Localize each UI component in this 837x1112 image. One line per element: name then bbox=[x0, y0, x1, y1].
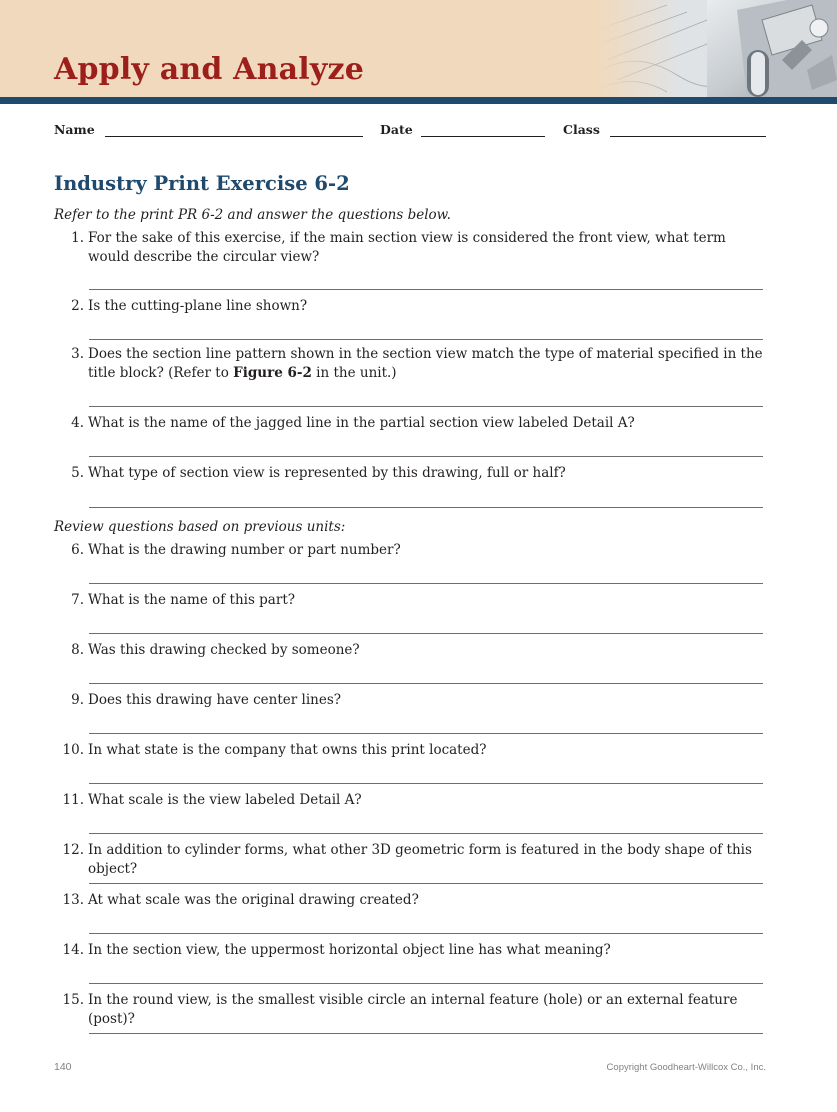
question-2 bbox=[54, 297, 766, 316]
question-number: 11. bbox=[62, 792, 84, 808]
question-number: 9. bbox=[71, 692, 84, 708]
question-1 bbox=[54, 229, 766, 267]
question-text-start: Does the section line pattern shown in the section view match the type of material specified in the title block? (Refer to bbox=[88, 346, 763, 381]
answer-line-12[interactable] bbox=[89, 883, 763, 884]
answer-line-5[interactable] bbox=[89, 507, 763, 508]
answer-line-6[interactable] bbox=[89, 583, 763, 584]
answer-line-13[interactable] bbox=[89, 933, 763, 934]
question-text-end: in the unit.) bbox=[311, 365, 397, 381]
question-text: For the sake of this exercise, if the main section view is considered the front view, what term would describe the circular view? bbox=[88, 230, 726, 265]
class-label: Class bbox=[563, 122, 600, 137]
machined-part-photo bbox=[597, 0, 837, 97]
exercise-title: Industry Print Exercise 6-2 bbox=[54, 172, 350, 195]
answer-line-10[interactable] bbox=[89, 783, 763, 784]
question-number: 5. bbox=[71, 465, 84, 481]
question-text: In what state is the company that owns this print located? bbox=[88, 742, 487, 758]
question-text: What type of section view is represented by this drawing, full or half? bbox=[88, 465, 566, 481]
question-text bbox=[88, 345, 766, 383]
question-text: What is the drawing number or part number? bbox=[88, 542, 401, 558]
answer-line-8[interactable] bbox=[89, 683, 763, 684]
question-number: 3. bbox=[71, 346, 84, 362]
question-number: 1. bbox=[71, 230, 84, 246]
answer-line-9[interactable] bbox=[89, 733, 763, 734]
question-14 bbox=[54, 941, 766, 960]
copyright-notice: Copyright Goodheart-Willcox Co., Inc. bbox=[606, 1062, 766, 1073]
date-label: Date bbox=[380, 122, 413, 137]
question-text: Was this drawing checked by someone? bbox=[88, 642, 360, 658]
question-text: In the round view, is the smallest visible circle an internal feature (hole) or an external feature (post)? bbox=[88, 992, 738, 1027]
question-5 bbox=[54, 464, 766, 483]
header-banner bbox=[0, 0, 837, 97]
question-text: Does this drawing have center lines? bbox=[88, 692, 341, 708]
answer-line-2[interactable] bbox=[89, 339, 763, 340]
question-8 bbox=[54, 641, 766, 660]
question-number: 10. bbox=[62, 742, 84, 758]
question-text: At what scale was the original drawing created? bbox=[88, 892, 419, 908]
question-text: Is the cutting-plane line shown? bbox=[88, 298, 308, 314]
question-text: What is the name of this part? bbox=[88, 592, 295, 608]
question-3 bbox=[54, 345, 766, 383]
date-field[interactable] bbox=[421, 136, 545, 137]
question-number: 7. bbox=[71, 592, 84, 608]
exercise-instructions: Refer to the print PR 6-2 and answer the questions below. bbox=[54, 207, 451, 223]
question-number: 14. bbox=[62, 942, 84, 958]
answer-line-11[interactable] bbox=[89, 833, 763, 834]
question-text: In the section view, the uppermost horizontal object line has what meaning? bbox=[88, 942, 611, 958]
question-7 bbox=[54, 591, 766, 610]
question-15 bbox=[54, 991, 766, 1027]
review-instructions: Review questions based on previous units: bbox=[54, 519, 346, 535]
question-text: What is the name of the jagged line in the partial section view labeled Detail A? bbox=[88, 415, 635, 431]
question-number: 4. bbox=[71, 415, 84, 431]
answer-line-1[interactable] bbox=[89, 289, 763, 290]
question-4 bbox=[54, 414, 766, 433]
question-number: 13. bbox=[62, 892, 84, 908]
question-text: In addition to cylinder forms, what other 3D geometric form is featured in the body shape of this object? bbox=[88, 842, 752, 877]
question-9 bbox=[54, 691, 766, 710]
answer-line-3[interactable] bbox=[89, 406, 763, 407]
question-11 bbox=[54, 791, 766, 810]
header-divider bbox=[0, 97, 837, 104]
figure-reference: Figure 6-2 bbox=[233, 365, 312, 381]
question-13 bbox=[54, 891, 766, 910]
answer-line-14[interactable] bbox=[89, 983, 763, 984]
question-number: 6. bbox=[71, 542, 84, 558]
question-number: 8. bbox=[71, 642, 84, 658]
page-number: 140 bbox=[54, 1061, 72, 1073]
answer-line-4[interactable] bbox=[89, 456, 763, 457]
student-info-row bbox=[54, 122, 766, 140]
page-title: Apply and Analyze bbox=[54, 52, 365, 87]
answer-line-15[interactable] bbox=[89, 1033, 763, 1034]
question-6 bbox=[54, 541, 766, 560]
question-10 bbox=[54, 741, 766, 760]
question-number: 12. bbox=[62, 842, 84, 858]
answer-line-7[interactable] bbox=[89, 633, 763, 634]
question-text: What scale is the view labeled Detail A? bbox=[88, 792, 362, 808]
name-field[interactable] bbox=[105, 136, 363, 137]
name-label: Name bbox=[54, 122, 95, 137]
question-number: 15. bbox=[62, 992, 84, 1008]
question-number: 2. bbox=[71, 298, 84, 314]
question-12 bbox=[54, 841, 766, 877]
class-field[interactable] bbox=[610, 136, 766, 137]
